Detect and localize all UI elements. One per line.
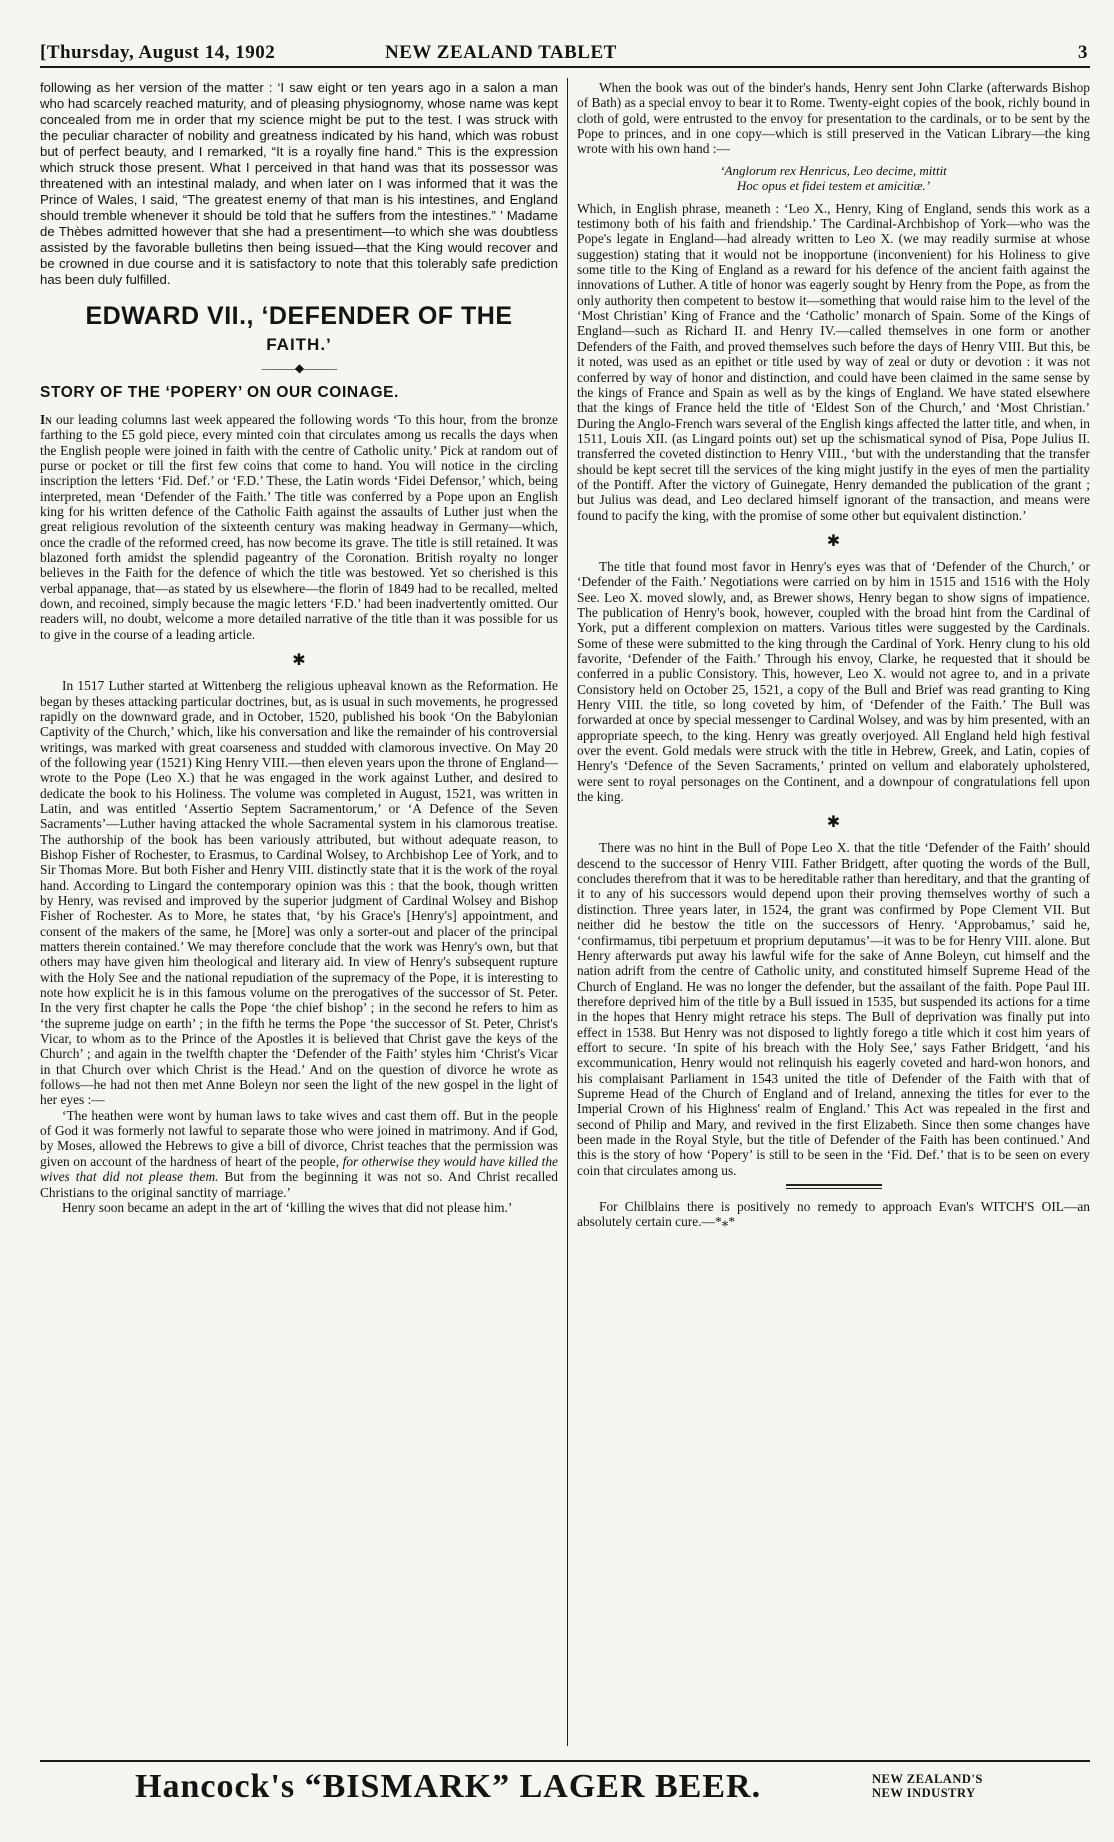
article-headline-line2: FAITH.’ [266,335,332,354]
section-star: ✱ [826,814,841,832]
article-paragraph: Which, in English phrase, meaneth : ‘Leo X., Henry, King of England, sends this work as a testimony both of his faith and friendship.’ The Cardinal-Archbishop of York—who was the Pope's legate in England—had already written to Leo X. (we may readily surmise at whose suggestion) stating that it would not be inopportune (inconvenient) for his Holiness to give some title to the King of England as a reward for his defence of the ancient faith against the innovations of Luther. A title of honor was eagerly sought by Henry from the Pope, as from the only authority then competent to bestow it—something that would raise him to the level of the ‘Most Christian’ King of France and the ‘Catholic’ monarch of Spain. Some of the Kings of England—such as Richard II. and Henry IV.—called themselves in one form or another Defenders of the Faith, and proved themselves such before the days of Henry VIII. But this, be it noted, was used as an epithet or title used by way of zeal or duty or devotion : it was not conferred by way of honor and distinction, and could have been claimed in the same sense by the kings of France and Spain as well as by the kings of England. We have stated elsewhere that the kings of France held the title of ‘Eldest Son of the Church,’ and ‘Most Christian.’ During the Anglo-French wars several of the English kings affected the latter title, and when, in 1511, Louis XII. (as Lingard points out) set up the schismatical synod of Pisa, Pope Julius II. transferred the coveted distinction to Henry VIII., ‘but with the understanding that the transfer should be kept secret till the services of the king might justify in the eyes of men the partiality of the Pontiff. After the victory of Guinegate, Henry demanded the publication of the grant ; but Julius was dead, and Leo declared himself ignorant of the transaction, and means were found to pacify the king, with the promise of some other but equivalent distinction.’ [577,200,1090,523]
article-paragraph: When the book was out of the binder's hands, Henry sent John Clarke (afterwards Bishop of Bath) as a special envoy to bear it to Rome. Twenty-eight copies of the book, richly bound in cloth of gold, were entrusted to the envoy for presentation to the cardinals, or to be sent by the Pope to princes, and in one copy—which is still preserved in the Vatican Library—the king wrote with his own hand :— [577,80,1090,157]
article-paragraph: The title that found most favor in Henry's eyes was that of ‘Defender of the Church,’ or ‘Defender of the Faith.’ Negotiations were carried on by him in 1515 and 1516 with the Holy See. Leo X. moved slowly, and, as Brewer shows, Henry began to show signs of impatience. The publication of Henry's book, however, coupled with the broad hint from the Cardinal of York, put a different complexion on matters. Various titles were suggested by the Cardinals. Some of these were submitted to the king through the Cardinal of York. Henry clung to his old favorite, ‘Defender of the Faith.’ Through his envoy, Clarke, he requested that it should be conferred in a public Consistory. This, however, Leo X. would not agree to, and in a private Consistory held on October 25, 1521, a copy of the Bull and Brief was read granting to King Henry VIII. the title, so long coveted by him, of ‘Defender of the Faith.’ The Bull was forwarded at once by special messenger to Cardinal Wolsey, and was by him presented, with an appropriate speech, to the king. Henry was greatly overjoyed. All England held high festival over the event. Gold medals were struck with the title in Hebrew, Greek, and Latin, copies of Henry's ‘Defence of the Seven Sacraments,’ printed on vellum and elaborately upholstered, were sent to royal personages on the Continent, and a downpour of congratulations fell upon the king. [577,558,1090,805]
article-paragraph: In 1517 Luther started at Wittenberg the religious upheaval known as the Reformation. He began by theses attacking particular doctrines, but, as is usual in such movements, he progressed rapidly on the downward grade, and in October, 1520, published his book ‘On the Babylonian Captivity of the Church,’ which, like his conversation and like the remainder of his controversial writings, was marked with great coarseness and studded with clamorous invective. On May 20 of the following year (1521) King Henry VIII.—then eleven years upon the throne of England—wrote to the Pope (Leo X.) that he was engaged in the work against Luther, and desired to dedicate the book to his Holiness. The volume was completed in August, 1521, was written in Latin, and was entitled ‘Assertio Septem Sacramentorum,’ or ‘A Defence of the Seven Sacraments’—Luther having attacked the whole Sacramental system in his clamorous treatise. The authorship of the book has been variously attributed, but without adequate reason, to Bishop Fisher of Rochester, to Erasmus, to Cardinal Wolsey, to Archbishop Lee of York, and to Sir Thomas More. But both Fisher and Henry VIII. distinctly state that it is the work of the royal hand. According to Lingard the contemporary opinion was this : that the book, though written by Henry, was revised and improved by the superior judgment of Cardinal Wolsey and Bishop Fisher of Rochester. As to More, he states that, ‘by his Grace's [Henry's] appointment, and consent of the makers of the same, he [More] was only a sorter-out and placer of the principal matters therein contained.’ We may therefore conclude that the work was Henry's own, but that others may have given him theological and literary aid. In view of Henry's subsequent rupture with the Holy See and the national repudiation of the supremacy of the Pope, it is interesting to note how explicit he is in this famous volume on the prerogatives of the successor of St. Peter. In the very first chapter he calls the Pope ‘the chief bishop’ ; in the second he refers to him as ‘the supreme judge on earth’ ; in the fifth he terms the Pope ‘the successor of St. Peter, Christ's Vicar, to whom as to the Prince of the Apostles it is believed that Christ gave the keys of the Church’ ; and again in the twelfth chapter the ‘Defender of the Faith’ styles him ‘Christ's Vicar in that Church over which Christ is the Head.’ And on the question of divorce he wrote as follows—he had not then met Anne Boleyn nor seen the light of the new gospel in the light of her eyes :— [40,678,558,1108]
latin-quote: ‘Anglorum rex Henricus, Leo decime, mittit Hoc opus et fidei testem et amicitiæ.’ [720,162,947,193]
page-number: 3 [1078,42,1088,63]
footer-advertisement: Hancock's “BISMARK” LAGER BEER. [135,1768,762,1805]
footer-tagline: NEW ZEALAND'S NEW INDUSTRY [872,1772,983,1800]
section-star: ✱ [826,532,841,550]
intro-paragraph: following as her version of the matter : ‘I saw eight or ten years ago in a salon a man who had scarcely reached maturity, and of pleasing physiognomy, whose name was kept concealed from me in order that my science might be put to the test. I was struck with the peculiar character of nobility and greatness indicated by his hand, which was robust but of perfect beauty, and I remarked, “It is a royally fine hand.” This is the expression which struck those present. What I perceived in that hand was that its possessor was threatened with an intestinal malady, and when later on I was informed that it was the Prince of Wales, I said, “The greatest enemy of that man is his intestines, and England should tremble whenever it should be told that he suffers from the intestines.” ’ Madame de Thèbes admitted however that she had a presentiment—to which she was doubtless assisted by the favorable bulletins then being issued—that the King would recover and be crowned in due course and it is satisfactory to note that this tolerably safe prediction has been duly fulfilled. [40,80,558,287]
quoted-paragraph: ‘The heathen were wont by human laws to take wives and cast them off. But in the people of God it was formerly not lawful to separate those who were joined in matrimony. And if God, by Moses, allowed the Hebrews to give a bill of divorce, Christ teaches that the permission was given on account of the hardness of heart of the people, for otherwise they would have killed the wives that did not please them. But from the beginning it was not so. And Christ recalled Christians to the original sanctity of marriage.’ [40,1107,558,1200]
page-header [40,40,1090,68]
issue-date: [Thursday, August 14, 1902 [40,42,276,63]
left-column [40,80,558,1215]
article-headline: EDWARD VII., ‘DEFENDER OF THE [85,302,513,330]
drop-lead: In [40,412,52,427]
section-star: ✱ [292,652,306,670]
article-paragraph: There was no hint in the Bull of Pope Leo X. that the title ‘Defender of the Faith’ should descend to the successor of Henry VIII. Father Bridgett, after quoting the words of the Bull, concludes therefrom that it was to be hereditable rather than hereditary, and that the granting of it to any of his successors would depend upon their proving themselves worthy of such a distinction. Three years later, in 1524, the grant was confirmed by Pope Clement VII. But neither did he bestow the title on the successors of Henry. ‘Approbamus,’ said he, ‘confirmamus, tibi perpetuum et proprium deputamus’—it was to be for Henry VIII. alone. But Henry afterwards put away his lawful wife for the sake of Anne Boleyn, cut himself and the nation adrift from the centre of Catholic unity, and constituted himself Supreme Head of the Church of England. He was no longer the defender, but the assailant of the faith. Pope Paul III. therefore deprived him of the title by a Bull issued in 1535, but suspended its actions for a time in the hopes that Henry might retrace his steps. The Bull of deprivation was finally put into effect in 1538. But Henry was not disposed to lightly forego a title which it cost him years of effort to secure. ‘In spite of his breach with the Holy See,’ says Father Bridgett, ‘and his excommunication, Henry would not relinquish his eagerly coveted and hard-won honors, and his complaisant Parliament in 1543 united the title of Defender of the Faith with that of Supreme Head of the Church of England and of Ireland, annexing the titles for ever to the Imperial Crown of his Highness' realm of England.’ This Act was repealed in the first and second of Philip and Mary, and revived in the first Elizabeth. Since then some changes have been made in the Royal Style, but the title of Defender of the Faith has been continued.’ And this is the story of how ‘Popery’ is still to be seen in the ‘Fid. Def.’ that is to be seen on every coin that circulates among us. [577,840,1090,1178]
publication-title: NEW ZEALAND TABLET [385,42,617,63]
article-subheading: STORY OF THE ‘POPERY’ ON OUR COINAGE. [40,384,399,401]
column-divider [567,78,568,1746]
article-paragraph: In our leading columns last week appeared the following words ‘To this hour, from the bronze farthing to the £5 gold piece, every minted coin that circulates among us recalls the days when the English people were joined in faith with the centre of Catholic unity.’ Pick at random out of purse or pocket or till the first few coins that come to hand. You will notice in the circling inscription the letters ‘Fid. Def.’ or ‘F.D.’ These, the Latin words ‘Fidei Defensor,’ which, being interpreted, mean ‘Defender of the Faith.’ The title was conferred by a Pope upon an English king for his written defence of the Catholic Faith against the assaults of Luther just when the great religious revolution of the sixteenth century was making headway in Germany—which, once the cradle of the reformed creed, has now become its grave. The title is still retained. It was blazoned forth amidst the splendid pageantry of the Coronation. British royalty no longer believes in the Faith for the defence of which the title was bestowed. Yet so cherished is this verbal appanage, that—as stated by us elsewhere—the florin of 1849 had to be recalled, melted down, and recoined, simply because the magic letters ‘F.D.’ had been inadvertently omitted. Our readers will, no doubt, welcome a more detailed narrative of the title than it was possible for us to give in the course of a leading article. [40,412,558,642]
short-rule [786,1184,882,1189]
right-column [577,80,1090,1230]
footer-rule [40,1760,1090,1762]
advertisement-paragraph: For Chilblains there is positively no remedy to approach Evan's WITCH'S OIL—an absolutely certain cure.—*⁎* [577,1199,1090,1230]
article-paragraph: Henry soon became an adept in the art of ‘killing the wives that did not please him.’ [62,1199,513,1215]
ornament-divider: ———◆——— [261,361,337,375]
